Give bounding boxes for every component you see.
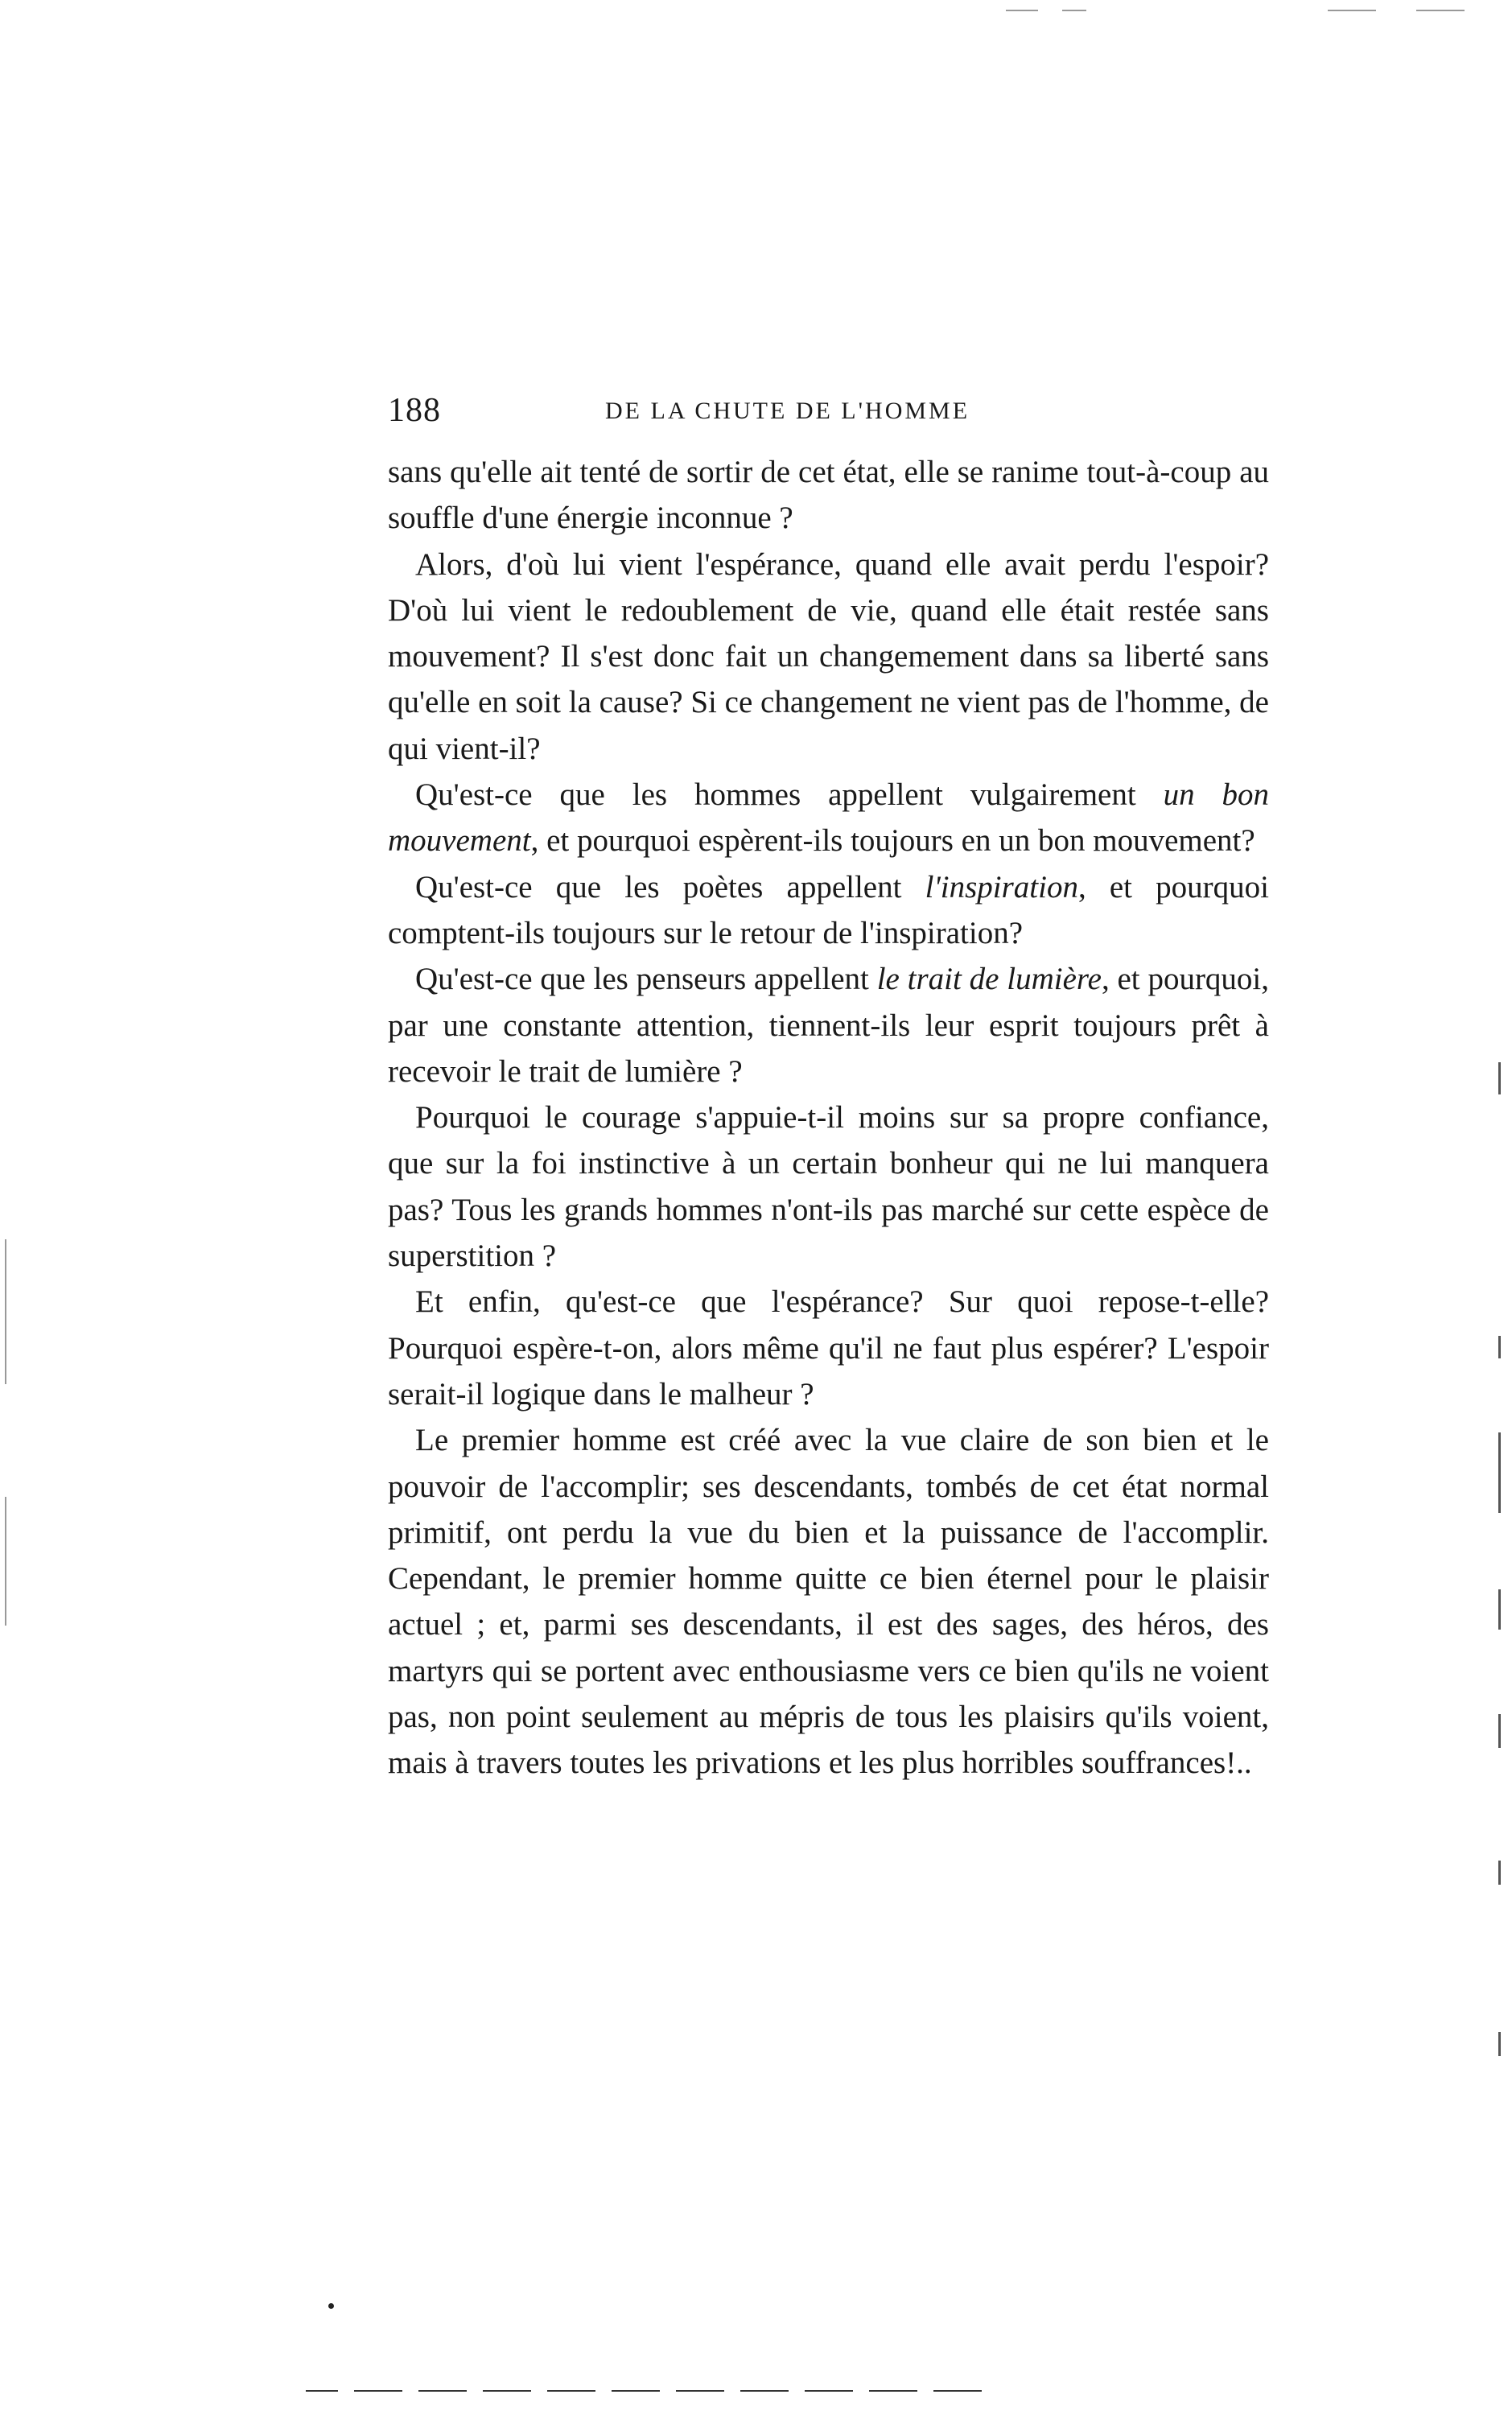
scan-artifact-top — [1006, 10, 1038, 11]
paragraph-text: Le premier homme est créé avec la vue claire de son bien et le pouvoir de l'accomplir; ses descendants, tombés de cet état normal primitif, ont perdu la vue du bien et la puissance de l'accomplir. Cependant, le premier homme quitte ce bien éternel pour le plaisir actuel ; et, parmi ses descendants, il est des sages, des héros, des martyrs qui se portent avec enthousiasme vers ce bien qu'ils ne voient pas, non point seulement au mépris de tous les plaisirs qu'ils voient, mais à travers toutes les privations et les plus horribles souffrances!.. — [388, 1423, 1269, 1781]
italic-phrase: l'inspiration — [925, 869, 1078, 905]
paragraph-text: Qu'est-ce que les penseurs appellent — [415, 962, 877, 997]
paragraph-text: , et pourquoi, par une constante attention, tiennent-ils leur esprit toujours prêt à recevoir le trait de lumière ? — [388, 962, 1270, 1089]
paragraph — [388, 449, 1269, 542]
paragraph-text: Et enfin, qu'est-ce que l'espérance? Sur quoi repose-t-elle? Pourquoi espère-t-on, alors même qu'il ne faut plus espérer? L'espoir serait-il logique dans le malheur ? — [388, 1284, 1269, 1412]
scan-artifact-top — [1416, 10, 1465, 11]
italic-phrase: le trait de lumière — [876, 962, 1102, 997]
paragraph-text: Qu'est-ce que les poètes appellent — [415, 869, 925, 905]
scan-artifact-bottom — [483, 2390, 531, 2392]
scan-artifact-bottom — [676, 2390, 724, 2392]
scan-artifact-margin — [1498, 1589, 1501, 1630]
page-number: 188 — [388, 392, 441, 429]
scan-artifact-top — [1328, 10, 1376, 11]
italic-phrase: un bon mouvement — [388, 777, 1270, 859]
scan-artifact-bottom — [418, 2390, 467, 2392]
scan-artifact-margin — [1498, 1432, 1501, 1513]
scan-artifact-dot — [328, 2303, 334, 2309]
paragraph — [388, 864, 1269, 957]
scan-artifact-left-edge — [5, 1239, 6, 1384]
scan-artifact-bottom — [869, 2390, 917, 2392]
paragraph-text: Alors, d'où lui vient l'espérance, quand elle avait perdu l'espoir? D'où lui vient le redoublement de vie, quand elle était restée sans mouvement? Il s'est donc fait un changemement dans sa liberté sans qu'elle en soit la cause? Si ce changement ne vient pas de l'homme, de qui vient-il? — [388, 546, 1269, 766]
running-head: DE LA CHUTE DE L'HOMME — [605, 398, 970, 424]
scan-artifact-bottom — [740, 2390, 789, 2392]
page-header — [388, 391, 1269, 439]
scan-artifact-margin — [1498, 1861, 1501, 1885]
scan-artifact-margin — [1498, 2032, 1501, 2056]
scan-artifact-bottom — [306, 2390, 338, 2392]
scan-artifact-bottom — [612, 2390, 660, 2392]
scan-artifact-bottom — [933, 2390, 982, 2392]
scan-artifact-top — [1062, 10, 1086, 11]
paragraph-text: Pourquoi le courage s'appuie-t-il moins sur sa propre confiance, que sur la foi instinctive à un certain bonheur qui ne lui manquera pas? Tous les grands hommes n'ont-ils pas marché sur cette espèce de superstition ? — [388, 1100, 1269, 1274]
paragraph — [388, 772, 1269, 864]
scan-artifact-margin — [1498, 1336, 1501, 1358]
paragraph — [388, 1279, 1269, 1417]
paragraph — [388, 1094, 1269, 1279]
paragraph-text: Qu'est-ce que les hommes appellent vulgairement — [415, 777, 1164, 813]
scan-artifact-margin — [1498, 1714, 1501, 1748]
scan-artifact-margin — [1498, 1062, 1501, 1094]
paragraph-text: , et pourquoi espèrent-ils toujours en un bon mouvement? — [530, 823, 1255, 859]
scan-artifact-bottom — [805, 2390, 853, 2392]
paragraph — [388, 1417, 1269, 1786]
paragraph-text: , et pourquoi comptent-ils toujours sur le retour de l'inspiration? — [388, 869, 1269, 950]
paragraph — [388, 956, 1269, 1094]
scan-artifact-bottom — [547, 2390, 595, 2392]
scan-artifact-bottom — [354, 2390, 402, 2392]
body-text — [388, 449, 1269, 1787]
paragraph-text: sans qu'elle ait tenté de sortir de cet état, elle se ranime tout-à-coup au souffle d'une énergie inconnue ? — [388, 455, 1269, 536]
paragraph — [388, 542, 1269, 772]
scan-artifact-left-edge — [5, 1497, 6, 1626]
